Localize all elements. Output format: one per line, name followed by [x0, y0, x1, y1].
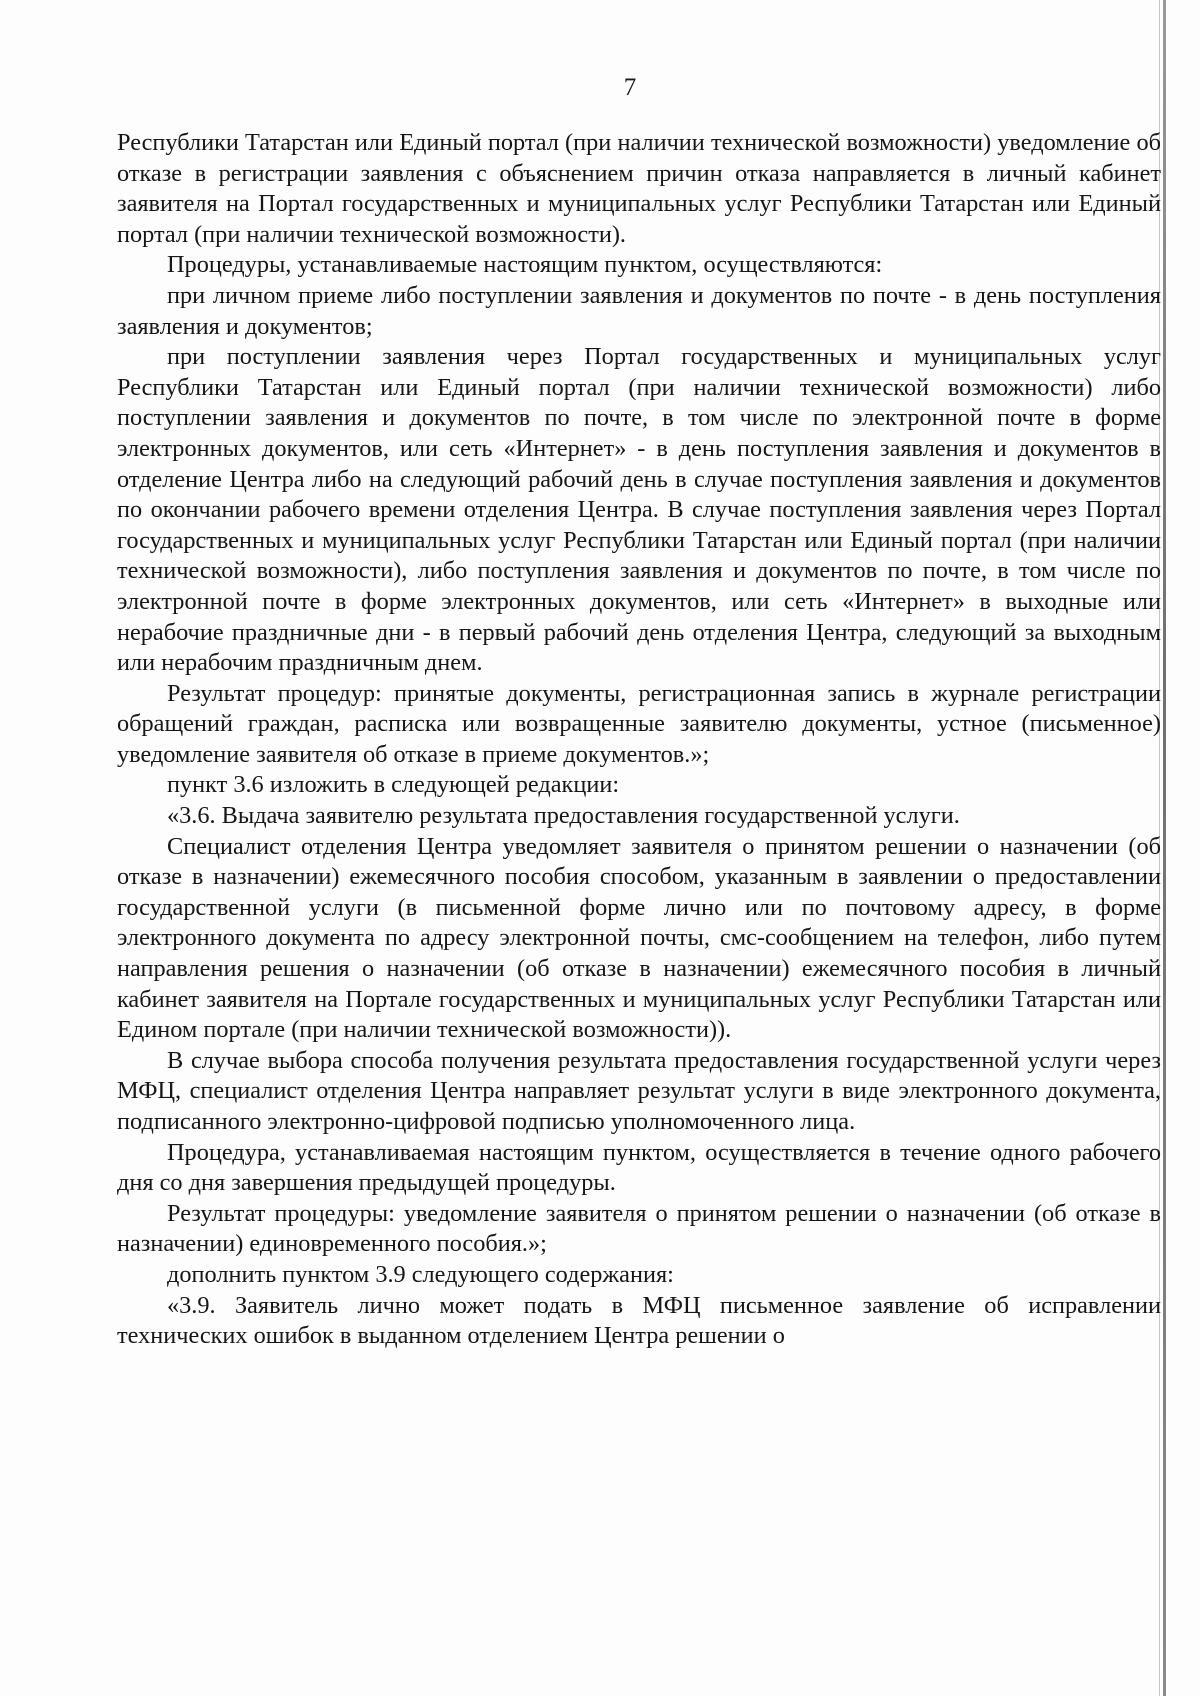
document-body [117, 128, 1161, 1352]
paragraph: Процедура, устанавливаемая настоящим пунктом, осуществляется в течение одного рабочего дня со дня завершения предыдущей процедуры. [117, 1138, 1161, 1197]
scan-edge-shadow [1163, 0, 1166, 1696]
paragraph: при поступлении заявления через Портал государственных и муниципальных услуг Республики Татарстан или Единый портал (при наличии технической возможности) либо поступлении заявления и документов по почте, в том числе по электронной почте в форме электронных документов, или сеть «Интернет» - в день поступления заявления и документов в отделение Центра либо на следующий рабочий день в случае поступления заявления и документов по окончании рабочего времени отделения Центра. В случае поступления заявления через Портал государственных и муниципальных услуг Республики Татарстан или Единый портал (при наличии технической возможности), либо поступления заявления и документов по почте, в том числе по электронной почте в форме электронных документов, или сеть «Интернет» в выходные или нерабочие праздничные дни - в первый рабочий день отделения Центра, следующий за выходным или нерабочим праздничным днем. [117, 343, 1161, 677]
page-number: 7 [623, 74, 637, 101]
paragraph: Специалист отделения Центра уведомляет заявителя о принятом решении о назначении (об отказе в назначении) ежемесячного пособия способом, указанным в заявлении о предоставлении государственной услуги (в письменной форме лично или по почтовому адресу, в форме электронного документа по адресу электронной почты, смс-сообщением на телефон, либо путем направления решения о назначении (об отказе в назначении) ежемесячного пособия в личный кабинет заявителя на Портале государственных и муниципальных услуг Республики Татарстан или Едином портале (при наличии технической возможности)). [117, 832, 1161, 1044]
paragraph: пункт 3.6 изложить в следующей редакции: [167, 771, 620, 799]
paragraph: Республики Татарстан или Единый портал (при наличии технической возможности) уведомление об отказе в регистрации заявления с объяснением причин отказа направляется в личный кабинет заявителя на Портал государственных и муниципальных услуг Республики Татарстан или Единый портал (при наличии технической возможности). [117, 129, 1161, 248]
paragraph: Процедуры, устанавливаемые настоящим пунктом, осуществляются: [167, 251, 883, 279]
paragraph: дополнить пунктом 3.9 следующего содержания: [167, 1260, 674, 1288]
paragraph: В случае выбора способа получения результата предоставления государственной услуги через МФЦ, специалист отделения Центра направляет результат услуги в виде электронного документа, подписанного электронно-цифровой подписью уполномоченного лица. [117, 1046, 1161, 1135]
paragraph: Результат процедур: принятые документы, регистрационная запись в журнале регистрации обращений граждан, расписка или возвращенные заявителю документы, устное (письменное) уведомление заявителя об отказе в приеме документов.»; [117, 679, 1161, 768]
paragraph: Результат процедуры: уведомление заявителя о принятом решении о назначении (об отказе в назначении) единовременного пособия.»; [117, 1199, 1161, 1258]
paragraph: «3.6. Выдача заявителю результата предоставления государственной услуги. [167, 802, 960, 830]
paragraph: «3.9. Заявитель лично может подать в МФЦ письменное заявление об исправлении технических ошибок в выданном отделением Центра решении о [117, 1291, 1161, 1350]
paragraph: при личном приеме либо поступлении заявления и документов по почте - в день поступления заявления и документов; [117, 281, 1161, 340]
